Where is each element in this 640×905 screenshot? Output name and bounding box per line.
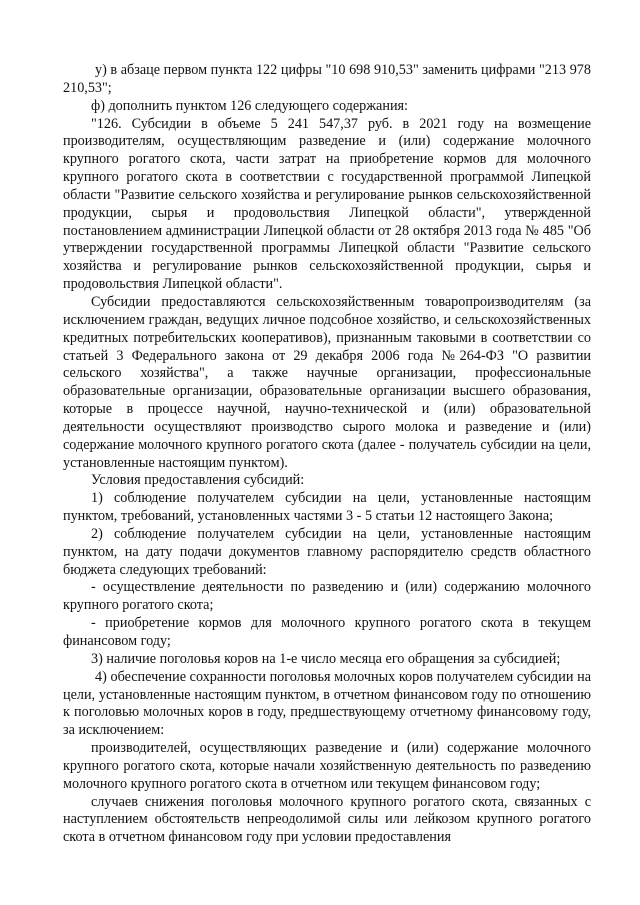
paragraph-condition-1: 1) соблюдение получателем субсидии на цели, установленные настоящим пунктом, требований, установленных частями 3 - 5 статьи 12 настоящего Закона;: [63, 490, 591, 525]
paragraph-conditions-heading: Условия предоставления субсидий:: [91, 472, 305, 489]
paragraph-exception-producers: производителей, осуществляющих разведение и (или) содержание молочного крупного рогатого скота, которые начали хозяйственную деятельность по разведению молочного крупного рогатого скота в отчетном или текущем финансовом году;: [63, 740, 591, 792]
document-body: [63, 62, 591, 847]
paragraph-requirement-breeding: - осуществление деятельности по разведению и (или) содержанию молочного крупного рогатого скота;: [63, 579, 591, 614]
paragraph-amendment-u: у) в абзаце первом пункта 122 цифры "10 698 910,53" заменить цифрами "213 978 210,53";: [63, 62, 591, 96]
paragraph-amendment-f: ф) дополнить пунктом 126 следующего содержания:: [91, 97, 409, 114]
paragraph-condition-4: 4) обеспечение сохранности поголовья молочных коров получателем субсидии на цели, установленные настоящим пунктом, в отчетном финансовом году по отношению к поголовью молочных коров в году, предшествующему отчетному финансовому году, за исключением:: [63, 668, 591, 739]
paragraph-recipients: Субсидии предоставляются сельскохозяйственным товаропроизводителям (за исключением граждан, ведущих личное подсобное хозяйство, и сельскохозяйственных кредитных потребительских кооперативов), признанным таковыми в соответствии со статьей 3 Федерального закона от 29 декабря 2006 года №264-ФЗ "О развитии сельского хозяйства", а также научные организации, профессиональные образовательные организации, образовательные организации высшего образования, которые в процессе научной, научно-технической и (или) образовательной деятельности осуществляют производство сырого молока и разведение и (или) содержание молочного крупного рогатого скота (далее - получатель субсидии на цели, установленные настоящим пунктом).: [63, 293, 591, 471]
paragraph-point-126: "126. Субсидии в объеме 5 241 547,37 руб. в 2021 году на возмещение производителям, осуществляющим разведение и (или) содержание молочного крупного рогатого скота, части затрат на приобретение кормов для молочного крупного рогатого скота в соответствии с государственной программой Липецкой области "Развитие сельского хозяйства и регулирование рынков сельскохозяйственной продукции, сырья и продовольствия Липецкой области", утвержденной постановлением администрации Липецкой области от 28 октября 2013 года № 485 "Об утверждении государственной программы Липецкой области "Развитие сельского хозяйства и регулирование рынков сельскохозяйственной продукции, сырья и продовольствия Липецкой области".: [63, 115, 591, 293]
paragraph-exception-force-majeure: случаев снижения поголовья молочного крупного рогатого скота, связанных с наступлением обстоятельств непреодолимой силы или лейкозом крупного рогатого скота в отчетном финансовом году при условии предоставления: [63, 793, 591, 846]
paragraph-condition-3: 3) наличие поголовья коров на 1-е число месяца его обращения за субсидией;: [91, 650, 561, 667]
paragraph-condition-2: 2) соблюдение получателем субсидии на цели, установленные настоящим пунктом, на дату подачи документов главному распорядителю средств областного бюджета следующих требований:: [63, 525, 591, 578]
paragraph-requirement-feed: - приобретение кормов для молочного крупного рогатого скота в текущем финансовом году;: [63, 615, 591, 649]
